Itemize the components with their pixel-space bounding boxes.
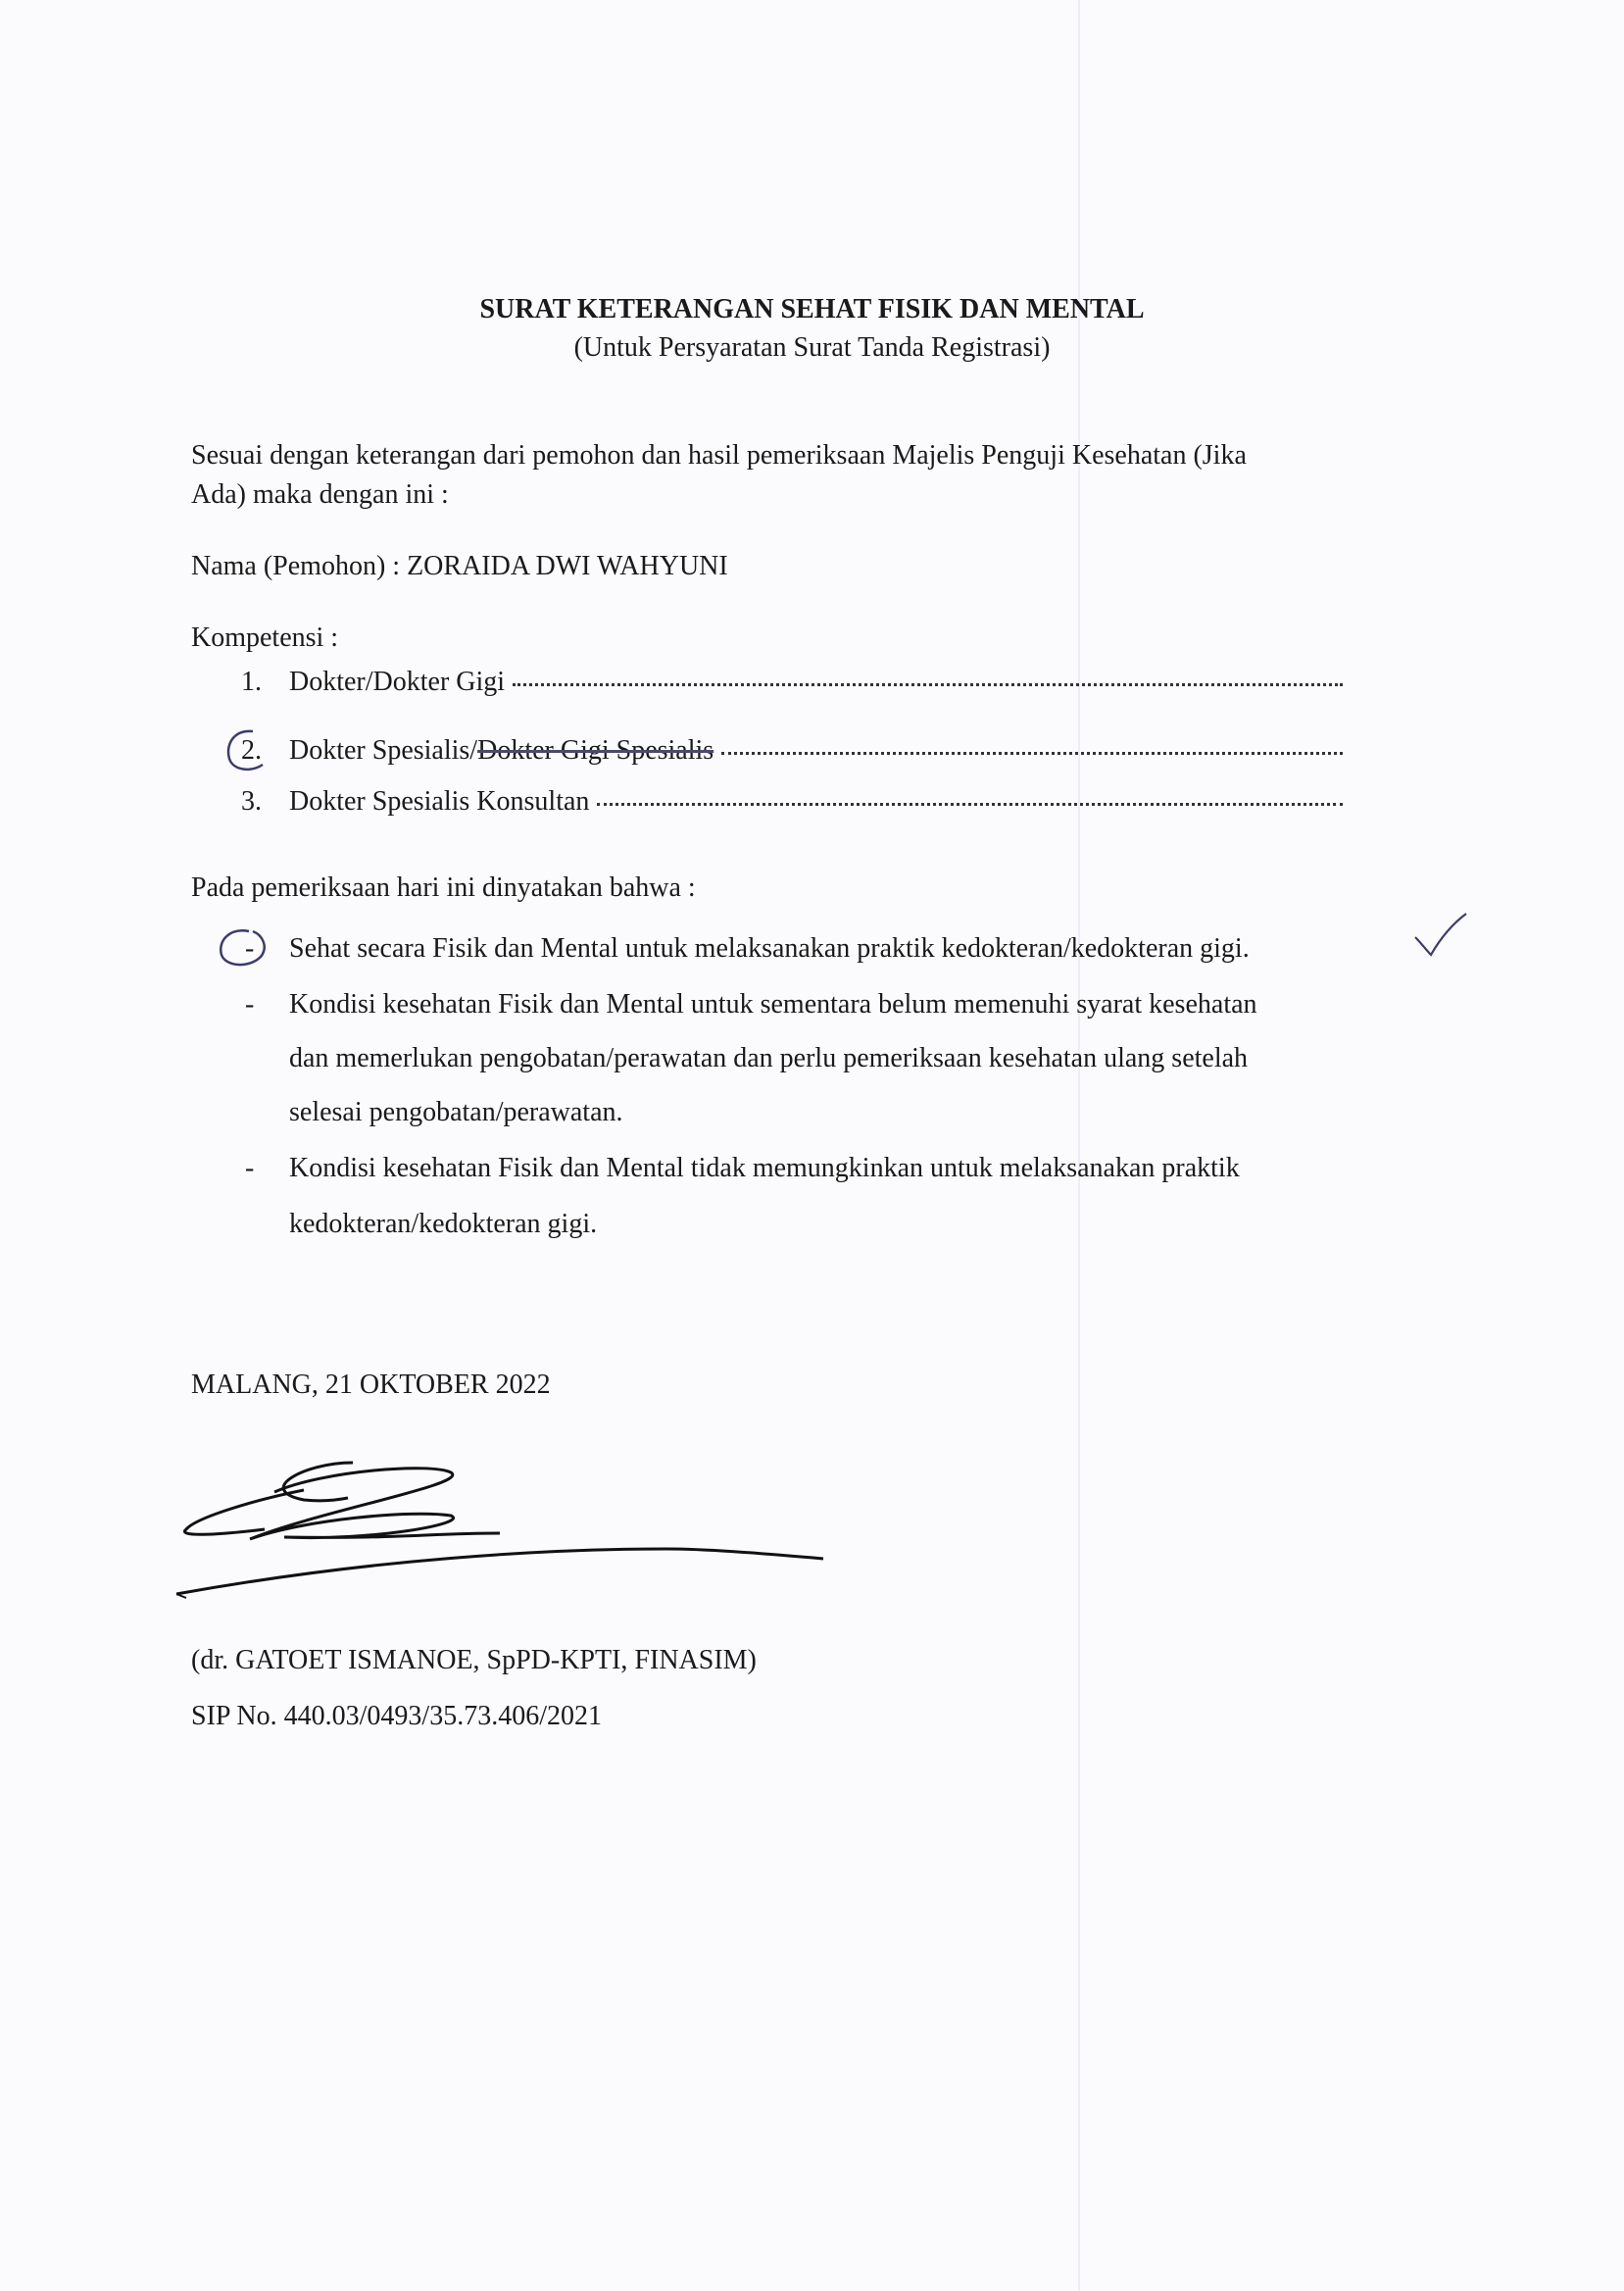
finding-3-line-1: Kondisi kesehatan Fisik dan Mental tidak memungkinkan untuk melaksanakan praktik bbox=[289, 1153, 1240, 1183]
finding-2-line-2: dan memerlukan pengobatan/perawatan dan perlu pemeriksaan kesehatan ulang setelah bbox=[289, 1043, 1249, 1073]
competence-item-1 bbox=[241, 665, 1343, 700]
finding-2-line-1: Kondisi kesehatan Fisik dan Mental untuk sementara belum memenuhi syarat kesehatan bbox=[289, 989, 1257, 1020]
item-text: Dokter/Dokter Gigi bbox=[289, 667, 506, 697]
document-title: SURAT KETERANGAN SEHAT FISIK DAN MENTAL bbox=[479, 294, 1145, 324]
item-text: Dokter Spesialis/ bbox=[289, 735, 478, 766]
competence-label: Kompetensi : bbox=[191, 623, 339, 653]
finding-2-line-3: selesai pengobatan/perawatan. bbox=[289, 1097, 623, 1127]
handwritten-circle-item-2 bbox=[223, 727, 272, 774]
intro-line-2: Ada) maka dengan ini : bbox=[191, 479, 449, 510]
competence-item-3 bbox=[241, 784, 1343, 820]
dotted-leader bbox=[513, 683, 1343, 686]
place-date: MALANG, 21 OKTOBER 2022 bbox=[191, 1370, 551, 1400]
dotted-leader bbox=[597, 803, 1343, 806]
struck-text: Dokter Gigi Spesialis bbox=[477, 735, 714, 766]
applicant-name: ZORAIDA DWI WAHYUNI bbox=[407, 551, 728, 581]
item-number: 3. bbox=[241, 786, 262, 817]
bullet-dash: - bbox=[245, 989, 255, 1020]
handwritten-circle-finding-1 bbox=[216, 925, 271, 971]
item-text: Dokter Spesialis Konsultan bbox=[289, 786, 590, 817]
bullet-dash: - bbox=[245, 1153, 255, 1183]
competence-item-2 bbox=[241, 733, 1343, 769]
document-subtitle: (Untuk Persyaratan Surat Tanda Registrasi) bbox=[573, 332, 1051, 363]
signature bbox=[176, 1451, 1039, 1627]
item-number: 2. bbox=[241, 735, 262, 766]
bullet-dash: - bbox=[245, 933, 255, 964]
dotted-leader bbox=[721, 752, 1343, 755]
intro-line-1: Sesuai dengan keterangan dari pemohon dan hasil pemeriksaan Majelis Penguji Kesehatan (Jika bbox=[191, 440, 1247, 471]
applicant-label: Nama (Pemohon) : bbox=[191, 551, 401, 581]
findings-label: Pada pemeriksaan hari ini dinyatakan bahwa : bbox=[191, 872, 696, 903]
signatory-name: (dr. GATOET ISMANOE, SpPD-KPTI, FINASIM) bbox=[191, 1645, 757, 1675]
item-number: 1. bbox=[241, 667, 262, 697]
finding-3-line-2: kedokteran/kedokteran gigi. bbox=[289, 1209, 598, 1239]
check-mark-icon bbox=[1411, 912, 1470, 961]
signatory-sip: SIP No. 440.03/0493/35.73.406/2021 bbox=[191, 1701, 602, 1731]
finding-1-line-1: Sehat secara Fisik dan Mental untuk melaksanakan praktik kedokteran/kedokteran gigi. bbox=[289, 933, 1250, 964]
applicant-row bbox=[191, 549, 728, 584]
